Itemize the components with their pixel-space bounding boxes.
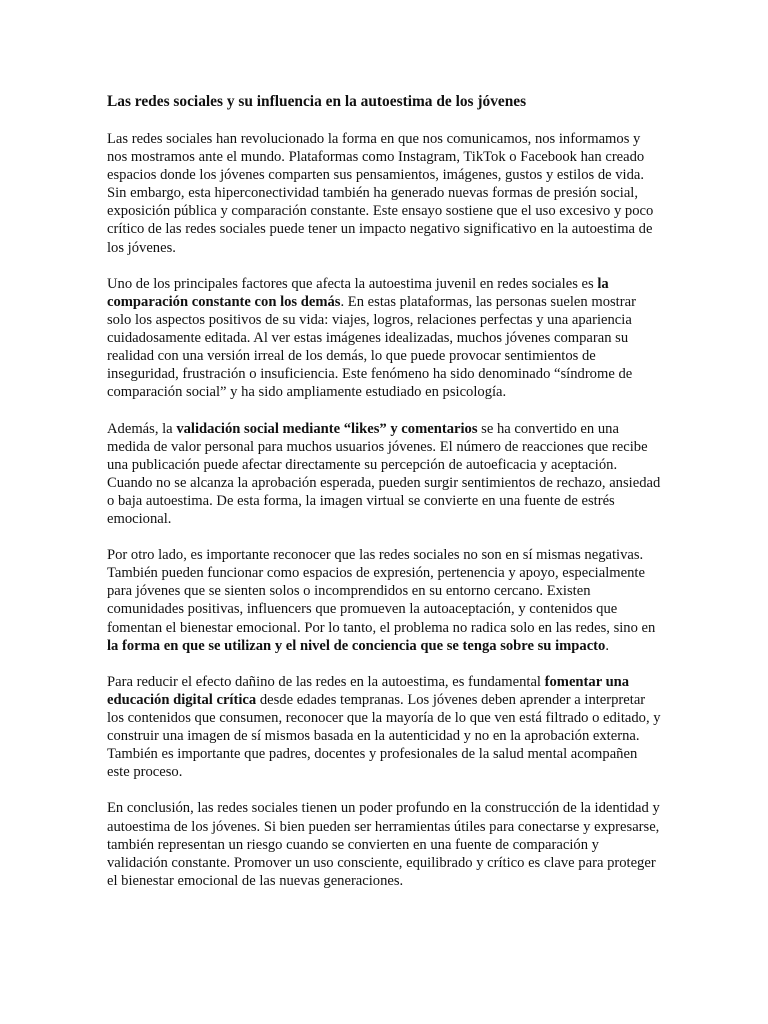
paragraph-emphasis: la comparación constante con los demás	[107, 275, 609, 310]
paragraph-social-comparison	[107, 275, 663, 402]
paragraph-digital-education	[107, 673, 663, 782]
paragraph-text: Por otro lado, es importante reconocer que las redes sociales no son en sí mismas negativas. También pueden funcionar como espacios de expresión, pertenencia y apoyo, especialmente para jóvenes que se sienten solos o incomprendidos en su entorno cercano. Existen comunidades positivas, influencers que promueven la autoaceptación, y contenidos que fomentan el bienestar emocional. Por lo tanto, el problema no radica solo en las redes, sino en	[107, 547, 656, 636]
paragraph-text: desde edades tempranas. Los jóvenes deben aprender a interpretar los contenidos que consumen, reconocer que la mayoría de lo que ven está filtrado o editado, y construir una imagen de sí mismos basada en la autenticidad y no en la aprobación externa. También es importante que padres, docentes y profesionales de la salud mental acompañen este proceso.	[107, 691, 661, 781]
paragraph-text: . En estas plataformas, las personas suelen mostrar solo los aspectos positivos de su vida: viajes, logros, relaciones perfectas y una apariencia cuidadosamente editada. Al ver estas imágenes idealizadas, muchos jóvenes comparan su realidad con una versión irreal de los demás, lo que puede provocar sentimientos de inseguridad, frustración o insuficiencia. Este fenómeno ha sido denominado “síndrome de comparación social” y ha sido ampliamente estudiado en psicología.	[107, 293, 636, 401]
paragraph-social-validation	[107, 420, 663, 529]
paragraph-text: Además, la	[107, 420, 177, 437]
paragraph-introduction	[107, 130, 663, 257]
paragraph-conclusion	[107, 799, 663, 889]
document-title: Las redes sociales y su influencia en la autoestima de los jóvenes	[107, 93, 527, 110]
paragraph-text: .	[605, 637, 609, 654]
paragraph-text: Para reducir el efecto dañino de las redes en la autoestima, es fundamental	[107, 673, 545, 690]
paragraph-text: Uno de los principales factores que afecta la autoestima juvenil en redes sociales es	[107, 275, 598, 292]
document-page	[107, 92, 663, 908]
paragraph-emphasis: la forma en que se utilizan y el nivel de conciencia que se tenga sobre su impacto	[107, 637, 606, 654]
paragraph-text: se ha convertido en una medida de valor personal para muchos usuarios jóvenes. El número de reacciones que recibe una publicación puede afectar directamente su percepción de autoeficacia y aceptación. Cuando no se alcanza la aprobación esperada, pueden surgir sentimientos de rechazo, ansiedad o baja autoestima. De esta forma, la imagen virtual se convierte en una fuente de estrés emocional.	[107, 420, 661, 527]
paragraph-text: En conclusión, las redes sociales tienen un poder profundo en la construcción de la identidad y autoestima de los jóvenes. Si bien pueden ser herramientas útiles para conectarse y expresarse, también representan un riesgo cuando se convierten en una fuente de comparación y validación constante. Promover un uso consciente, equilibrado y crítico es clave para proteger el bienestar emocional de las nuevas generaciones.	[107, 800, 660, 889]
paragraph-text: Las redes sociales han revolucionado la forma en que nos comunicamos, nos informamos y nos mostramos ante el mundo. Plataformas como Instagram, TikTok o Facebook han creado espacios donde los jóvenes comparten sus pensamientos, imágenes, gustos y estilos de vida. Sin embargo, esta hiperconectividad también ha generado nuevas formas de presión social, exposición pública y comparación constante. Este ensayo sostiene que el uso excesivo y poco crítico de las redes sociales puede tener un impacto negativo significativo en la autoestima de los jóvenes.	[107, 131, 654, 256]
paragraph-emphasis: validación social mediante “likes” y comentarios	[176, 420, 478, 437]
paragraph-emphasis: fomentar una educación digital crítica	[107, 673, 630, 708]
paragraph-positive-aspects	[107, 546, 663, 655]
